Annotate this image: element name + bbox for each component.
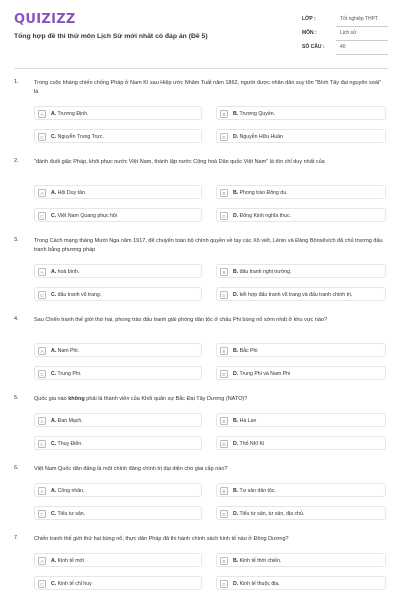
option-text: Trương Quyền. bbox=[239, 110, 276, 117]
option-prefix: B. bbox=[233, 487, 239, 494]
option-prefix: B. bbox=[233, 189, 239, 196]
option-c[interactable] bbox=[34, 287, 202, 301]
option-letter-box: D bbox=[220, 580, 228, 588]
quizizz-logo: QUIZIZZ bbox=[14, 12, 76, 27]
option-text: Kinh tế thuộc địa. bbox=[239, 580, 280, 587]
option-letter-box: D bbox=[220, 440, 228, 448]
option-prefix: A. bbox=[51, 110, 57, 117]
option-letter-box: C bbox=[38, 440, 46, 448]
option-prefix: A. bbox=[51, 189, 57, 196]
question-text: Quốc gia nào không phải là thành viên của Khối quân sự Bắc Đại Tây Dương (NATO)? bbox=[34, 396, 248, 402]
option-a[interactable] bbox=[34, 185, 202, 199]
option-text: Kinh tế chỉ huy bbox=[57, 580, 92, 587]
option-letter-box: A bbox=[38, 487, 46, 495]
option-c[interactable] bbox=[34, 436, 202, 450]
option-letter-box: B bbox=[220, 417, 228, 425]
option-text: Trương Định. bbox=[57, 110, 89, 117]
option-text: Hội Duy tân. bbox=[57, 189, 87, 196]
question-number: 2. bbox=[14, 158, 19, 164]
worksheet-header bbox=[0, 0, 400, 64]
option-prefix: A. bbox=[51, 268, 57, 275]
question-text: Chiến tranh thế giới thứ hai bùng nổ, thực dân Pháp đã thi hành chính sách kinh tế nào ở Đông Dương? bbox=[34, 536, 289, 542]
option-text: Phong trào Đông du. bbox=[239, 189, 288, 196]
question-number: 7. bbox=[14, 535, 19, 541]
option-b[interactable] bbox=[216, 413, 386, 427]
option-text: kết hợp đấu tranh vũ trang và đấu tranh chính trị. bbox=[239, 291, 353, 298]
option-text: Trung Phi. bbox=[57, 370, 82, 377]
meta-count-value: 40 bbox=[340, 44, 346, 50]
question-number: 3. bbox=[14, 237, 19, 243]
option-prefix: A. bbox=[51, 347, 57, 354]
option-d[interactable] bbox=[216, 208, 386, 222]
question-number: 6. bbox=[14, 465, 19, 471]
meta-underline bbox=[336, 26, 388, 27]
meta-count-label: SỐ CÂU : bbox=[302, 44, 325, 50]
option-prefix: C. bbox=[51, 580, 57, 587]
option-letter-box: A bbox=[38, 417, 46, 425]
option-text: Nam Phi. bbox=[57, 347, 79, 354]
meta-class-label: LỚP : bbox=[302, 16, 316, 22]
option-letter-box: C bbox=[38, 133, 46, 141]
option-text: Đông Kinh nghĩa thục. bbox=[239, 212, 291, 219]
option-prefix: C. bbox=[51, 440, 57, 447]
question-number: 1. bbox=[14, 79, 19, 85]
option-prefix: B. bbox=[233, 557, 239, 564]
option-d[interactable] bbox=[216, 506, 386, 520]
option-b[interactable] bbox=[216, 106, 386, 120]
option-text: hoà bình. bbox=[57, 268, 80, 275]
question-number: 4. bbox=[14, 316, 19, 322]
option-text: Thuỵ Điển. bbox=[57, 440, 83, 447]
option-a[interactable] bbox=[34, 343, 202, 357]
option-letter-box: A bbox=[38, 347, 46, 355]
meta-underline bbox=[336, 40, 388, 41]
header-divider bbox=[14, 68, 388, 69]
option-prefix: A. bbox=[51, 557, 57, 564]
option-text: Tư sản dân tộc. bbox=[239, 487, 276, 494]
option-prefix: D. bbox=[233, 580, 239, 587]
option-prefix: D. bbox=[233, 510, 239, 517]
option-prefix: B. bbox=[233, 417, 239, 424]
option-letter-box: D bbox=[220, 133, 228, 141]
option-text: Kinh tế mới bbox=[57, 557, 85, 564]
option-b[interactable] bbox=[216, 185, 386, 199]
option-prefix: D. bbox=[233, 291, 239, 298]
option-a[interactable] bbox=[34, 413, 202, 427]
page-title: Tổng hợp đề thi thử môn Lịch Sử mới nhất có đáp án (Đề 5) bbox=[14, 33, 208, 40]
option-text: Công nhân. bbox=[57, 487, 85, 494]
option-prefix: B. bbox=[233, 268, 239, 275]
option-d[interactable] bbox=[216, 129, 386, 143]
option-prefix: D. bbox=[233, 133, 239, 140]
option-c[interactable] bbox=[34, 208, 202, 222]
option-prefix: A. bbox=[51, 487, 57, 494]
meta-class-value: Tốt nghiệp THPT bbox=[340, 16, 378, 22]
option-letter-box: B bbox=[220, 268, 228, 276]
question-text: "đánh đuổi giặc Pháp, khôi phục nước Việt Nam, thành lập nước Cộng hoà Dân quốc Việt Nam" là tôn chỉ duy nhất của bbox=[34, 159, 325, 165]
meta-count-row bbox=[302, 42, 388, 56]
option-d[interactable] bbox=[216, 436, 386, 450]
option-text: Kinh tế thời chiến. bbox=[239, 557, 282, 564]
option-letter-box: B bbox=[220, 189, 228, 197]
question-text: Trong Cách mạng tháng Mười Nga năm 1917, để chuyển toàn bộ chính quyền về tay các Xô viết, Lênin và Đảng Bônsêvích đã chủ trương đấu tranh bằng phương pháp bbox=[34, 238, 383, 253]
option-letter-box: B bbox=[220, 487, 228, 495]
option-text: Tiểu tư sản. bbox=[57, 510, 86, 517]
option-letter-box: C bbox=[38, 291, 46, 299]
question-text: Sau Chiến tranh thế giới thứ hai, phong trào đấu tranh giải phóng dân tộc ở châu Phi bùng nổ sớm nhất ở khu vực nào? bbox=[34, 317, 328, 323]
option-letter-box: A bbox=[38, 268, 46, 276]
option-c[interactable] bbox=[34, 576, 202, 590]
option-text: đấu tranh nghị trường. bbox=[239, 268, 292, 275]
option-a[interactable] bbox=[34, 553, 202, 567]
option-a[interactable] bbox=[34, 264, 202, 278]
meta-subject-row bbox=[302, 28, 388, 42]
option-prefix: B. bbox=[233, 347, 239, 354]
option-text: Tiểu tư sản, tư sản, địa chủ. bbox=[239, 510, 305, 517]
option-prefix: C. bbox=[51, 212, 57, 219]
option-text: Nguyễn Trung Trực. bbox=[57, 133, 104, 140]
option-prefix: B. bbox=[233, 110, 239, 117]
option-a[interactable] bbox=[34, 106, 202, 120]
option-letter-box: B bbox=[220, 347, 228, 355]
option-prefix: C. bbox=[51, 133, 57, 140]
option-d[interactable] bbox=[216, 576, 386, 590]
emphasis-not: không bbox=[68, 396, 85, 402]
question-text: Trong cuộc kháng chiến chống Pháp ở Nam Kì sau Hiệp ước Nhâm Tuất năm 1862, người được nhân dân suy tôn "Bình Tây đại nguyên soái" là bbox=[34, 80, 382, 95]
option-prefix: C. bbox=[51, 510, 57, 517]
option-letter-box: C bbox=[38, 212, 46, 220]
option-letter-box: D bbox=[220, 291, 228, 299]
option-b[interactable] bbox=[216, 483, 386, 497]
option-prefix: C. bbox=[51, 370, 57, 377]
option-c[interactable] bbox=[34, 366, 202, 380]
option-text: đấu tranh vũ trang. bbox=[57, 291, 102, 298]
option-text: Hà Lan bbox=[239, 417, 257, 424]
option-d[interactable] bbox=[216, 366, 386, 380]
option-text: Nguyễn Hữu Huân bbox=[239, 133, 283, 140]
option-b[interactable] bbox=[216, 343, 386, 357]
option-letter-box: D bbox=[220, 370, 228, 378]
worksheet-meta bbox=[302, 14, 388, 56]
meta-subject-value: Lịch sử bbox=[340, 30, 357, 36]
option-letter-box: A bbox=[38, 110, 46, 118]
question-text: Việt Nam Quốc dân đảng là một chính đảng chính trị đại diện cho giai cấp nào? bbox=[34, 466, 228, 472]
option-c[interactable] bbox=[34, 506, 202, 520]
option-c[interactable] bbox=[34, 129, 202, 143]
option-text: Thổ Nhĩ Kì bbox=[239, 440, 265, 447]
option-letter-box: A bbox=[38, 189, 46, 197]
option-letter-box: A bbox=[38, 557, 46, 565]
option-text: Việt Nam Quang phục hội bbox=[57, 212, 117, 219]
option-prefix: D. bbox=[233, 370, 239, 377]
option-a[interactable] bbox=[34, 483, 202, 497]
option-text: Bắc Phi bbox=[239, 347, 258, 354]
option-b[interactable] bbox=[216, 264, 386, 278]
option-text: Đan Mạch. bbox=[57, 417, 83, 424]
question-number: 5. bbox=[14, 395, 19, 401]
option-d[interactable] bbox=[216, 287, 386, 301]
meta-class-row bbox=[302, 14, 388, 28]
option-letter-box: C bbox=[38, 580, 46, 588]
option-letter-box: C bbox=[38, 370, 46, 378]
option-letter-box: C bbox=[38, 510, 46, 518]
option-b[interactable] bbox=[216, 553, 386, 567]
option-prefix: D. bbox=[233, 212, 239, 219]
option-prefix: C. bbox=[51, 291, 57, 298]
option-letter-box: D bbox=[220, 510, 228, 518]
option-letter-box: D bbox=[220, 212, 228, 220]
meta-underline bbox=[336, 54, 388, 55]
option-prefix: A. bbox=[51, 417, 57, 424]
option-text: Trung Phi và Nam Phi bbox=[239, 370, 291, 377]
option-letter-box: B bbox=[220, 557, 228, 565]
option-prefix: D. bbox=[233, 440, 239, 447]
option-letter-box: B bbox=[220, 110, 228, 118]
meta-subject-label: MÔN : bbox=[302, 30, 317, 36]
